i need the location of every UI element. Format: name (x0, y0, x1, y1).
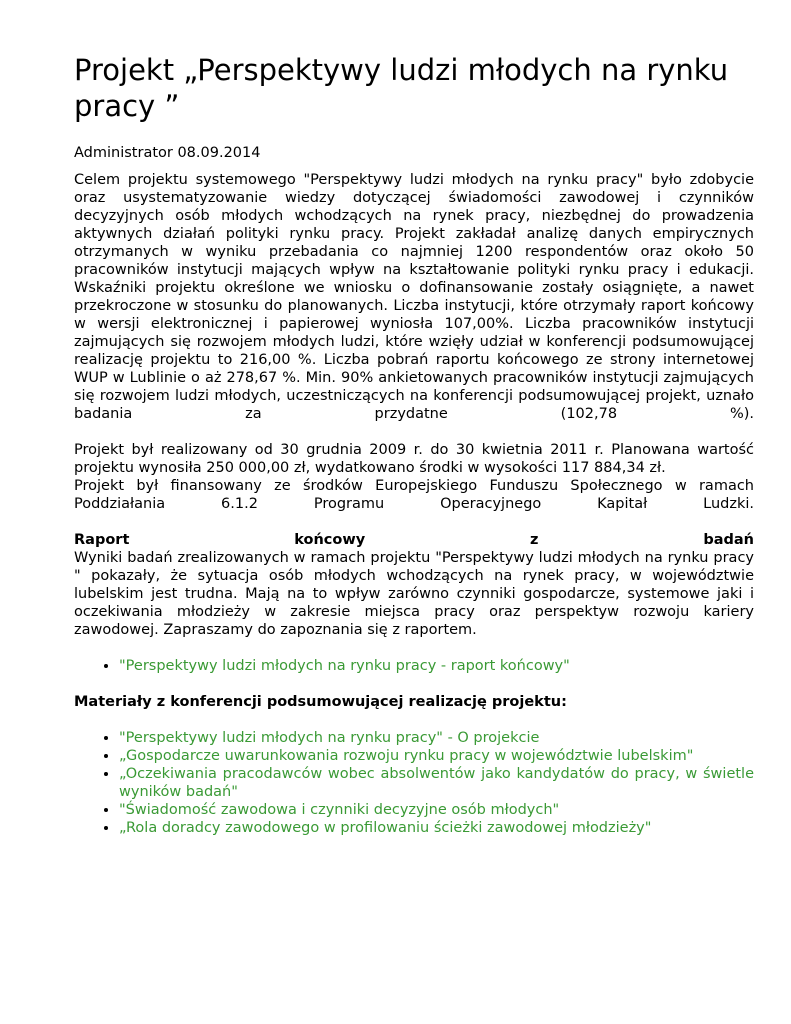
list-item (119, 729, 754, 747)
conference-link-about-project[interactable]: "Perspektywy ludzi młodych na rynku pracy" - O projekcie (119, 730, 540, 746)
list-item (119, 801, 754, 819)
conference-link-career-counselor[interactable]: „Rola doradcy zawodowego w profilowaniu ścieżki zawodowej młodzieży" (119, 820, 652, 836)
conference-link-economic-conditions[interactable]: „Gospodarcze uwarunkowania rozwoju rynku pracy w województwie lubelskim" (119, 748, 694, 764)
conference-link-employer-expectations[interactable]: „Oczekiwania pracodawców wobec absolwentów jako kandydatów do pracy, w świetle wyników badań" (119, 766, 754, 800)
conference-heading: Materiały z konferencji podsumowującej realizację projektu: (74, 694, 567, 710)
list-item (119, 657, 754, 675)
funding-paragraph: Projekt był finansowany ze środków Europejskiego Funduszu Społecznego w ramach Poddziałania 6.1.2 Programu Operacyjnego Kapitał Ludzki. (74, 478, 754, 512)
conference-link-career-awareness[interactable]: "Świadomość zawodowa i czynniki decyzyjne osób młodych" (119, 802, 560, 818)
report-link-list (74, 657, 754, 675)
article (74, 52, 754, 837)
report-paragraph: Wyniki badań zrealizowanych w ramach projektu "Perspektywy ludzi młodych na rynku pracy " pokazały, że sytuacja osób młodych wchodzących na rynek pracy, w województwie lubelskim jest trudna. Mają na to wpływ zarówno czynniki gospodarcze, systemowe jaki i oczekiwania młodzieży w zakresie miejsca pracy oraz perspektyw rozwoju kariery zawodowej. Zapraszamy do zapoznania się z raportem. (74, 550, 754, 638)
list-item (119, 765, 754, 801)
page-title: Projekt „Perspektywy ludzi młodych na rynku pracy ” (74, 53, 729, 123)
report-download-link[interactable]: "Perspektywy ludzi młodych na rynku pracy - raport końcowy" (119, 658, 570, 674)
author-date: Administrator 08.09.2014 (74, 145, 261, 161)
intro-paragraph: Celem projektu systemowego "Perspektywy ludzi młodych na rynku pracy" było zdobycie oraz usystematyzowanie wiedzy dotyczącej świadomości zawodowej i czynników decyzyjnych osób młodych wchodzących na rynek pracy, niezbędnej do prowadzenia aktywnych działań polityki rynku pracy. Projekt zakładał analizę danych empirycznych otrzymanych w wyniku przebadania co najmniej 1200 respondentów oraz około 50 pracowników instytucji mających wpływ na kształtowanie polityki rynku pracy i edukacji. Wskaźniki projektu określone we wniosku o dofinansowanie zostały osiągnięte, a nawet przekroczone w stosunku do planowanych. Liczba instytucji, które otrzymały raport końcowy w wersji elektronicznej i papierowej wyniosła 107,00%. Liczba pracowników instytucji zajmujących się rozwojem młodych ludzi, które wzięły udział w konferencji podsumowującej realizację projektu to 216,00 %. Liczba pobrań raportu końcowego ze strony internetowej WUP w Lublinie o aż 278,67 %. Min. 90% ankietowanych pracowników instytucji zajmujących się rozwojem ludzi młodych, uczestniczących na konferencji podsumowującej projekt, uznało badania za przydatne (102,78 %). (74, 172, 754, 422)
conference-link-list (74, 729, 754, 837)
list-item (119, 819, 754, 837)
report-heading: Raport końcowy z badań (74, 532, 754, 548)
list-item (119, 747, 754, 765)
period-paragraph: Projekt był realizowany od 30 grudnia 2009 r. do 30 kwietnia 2011 r. Planowana wartość projektu wynosiła 250 000,00 zł, wydatkowano środki w wysokości 117 884,34 zł. (74, 442, 754, 476)
